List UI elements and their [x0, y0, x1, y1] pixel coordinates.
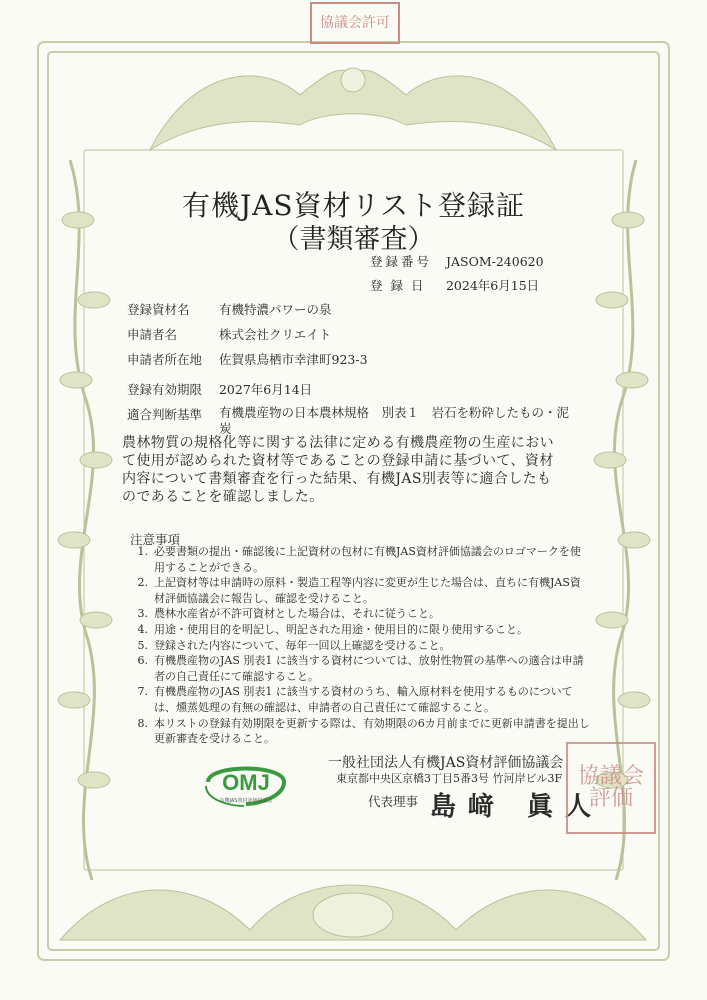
note-number: 8. [137, 716, 148, 730]
field-value: 株式会社クリエイト [218, 327, 332, 342]
field-value: 佐賀県鳥栖市幸津町923-3 [218, 352, 368, 367]
note-number: 6. [137, 654, 148, 668]
omj-logo-tagline: 有機JAS資材評価協議会 [219, 798, 273, 804]
notes-list [120, 544, 590, 747]
top-stamp-image: 協議会許可 [310, 2, 400, 44]
note-item [120, 653, 590, 684]
registration-date-label: 登録日 [370, 278, 432, 293]
note-text: 登録された内容について、毎年一回以上確認を受けること。 [154, 638, 451, 652]
field-applicant-name [127, 325, 331, 343]
omj-logo-mark: OMJ [222, 770, 270, 795]
note-text: 有機農産物のJAS 別表1 に該当する資材については、放射性物質の基準への適合は申請者の自己責任にて確認すること。 [154, 654, 584, 683]
registration-date-value: 2024年6月15日 [445, 278, 540, 293]
field-expiry-date [127, 380, 312, 398]
note-number: 2. [137, 576, 148, 590]
field-label: 申請者所在地 [127, 352, 203, 367]
note-number: 7. [137, 685, 148, 699]
field-label: 登録有効期限 [127, 382, 203, 397]
field-applicant-address [127, 350, 368, 368]
note-item [120, 684, 590, 715]
omj-logo [200, 756, 292, 810]
official-seal-image: 協議会評価 [566, 742, 656, 834]
field-value: 2027年6月14日 [218, 382, 313, 397]
note-text: 上記資材等は申請時の原料・製造工程等内容に変更が生じた場合は、直ちに有機JAS資材評価協議会に報告し、確認を受けること。 [154, 576, 581, 605]
certification-statement: 農林物質の規格化等に関する法律に定める有機農産物の生産において使用が認められた資材等であることの登録申請に基づいて、資材内容について書類審査を行った結果、有機JAS別表等に適合したものであることを確認しました。 [122, 435, 554, 505]
registration-number [370, 252, 544, 270]
note-number: 4. [137, 622, 148, 636]
representative-name: 島﨑 眞人 [430, 792, 604, 822]
note-item [120, 622, 590, 638]
note-number: 5. [137, 638, 148, 652]
note-item [120, 716, 590, 747]
field-value: 有機農産物の日本農林規格 別表１ 岩石を粉砕したもの・泥炭 [218, 405, 569, 436]
note-item [120, 544, 590, 575]
field-label: 申請者名 [127, 327, 178, 342]
note-text: 農林水産省が不許可資材とした場合は、それに従うこと。 [154, 607, 440, 621]
field-label: 適合判断基準 [127, 407, 203, 422]
note-text: 用途・使用目的を明記し、明記された用途・使用目的に限り使用すること。 [154, 622, 528, 636]
certificate-subtitle: （書類審査） [272, 224, 435, 255]
field-material-name [127, 300, 332, 318]
note-number: 3. [137, 607, 148, 621]
registration-number-value: JASOM-240620 [445, 254, 544, 269]
certificate-title: 有機JAS資材リスト登録証 [181, 189, 526, 222]
note-number: 1. [137, 545, 148, 558]
notes-heading: 注意事項 [130, 532, 181, 547]
registration-date [370, 276, 539, 294]
field-value: 有機特濃パワーの泉 [218, 302, 332, 317]
note-text: 必要書類の提出・確認後に上記資材の包材に有機JAS資材評価協議会のロゴマークを使用することができる。 [154, 545, 581, 574]
note-text: 有機農産物のJAS 別表1 に該当する資材のうち、輸入原材料を使用するものについては、燻蒸処理の有無の確認は、申請者の自己責任にて確認すること。 [154, 685, 573, 714]
issuer-organization: 一般社団法人有機JAS資材評価協議会 [328, 755, 564, 771]
note-item [120, 606, 590, 622]
field-conformity-standard [127, 405, 575, 437]
note-text: 本リストの登録有効期限を更新する際は、有効期限の6カ月前までに更新申請書を提出し更新審査を受けること。 [154, 716, 590, 746]
representative-title: 代表理事 [368, 794, 419, 809]
note-item [120, 638, 590, 654]
note-item [120, 575, 590, 606]
field-label: 登録資材名 [127, 302, 190, 317]
issuer-address: 東京都中央区京橋3丁目5番3号 竹河岸ビル3F [336, 772, 563, 785]
registration-number-label: 登録番号 [370, 254, 433, 269]
